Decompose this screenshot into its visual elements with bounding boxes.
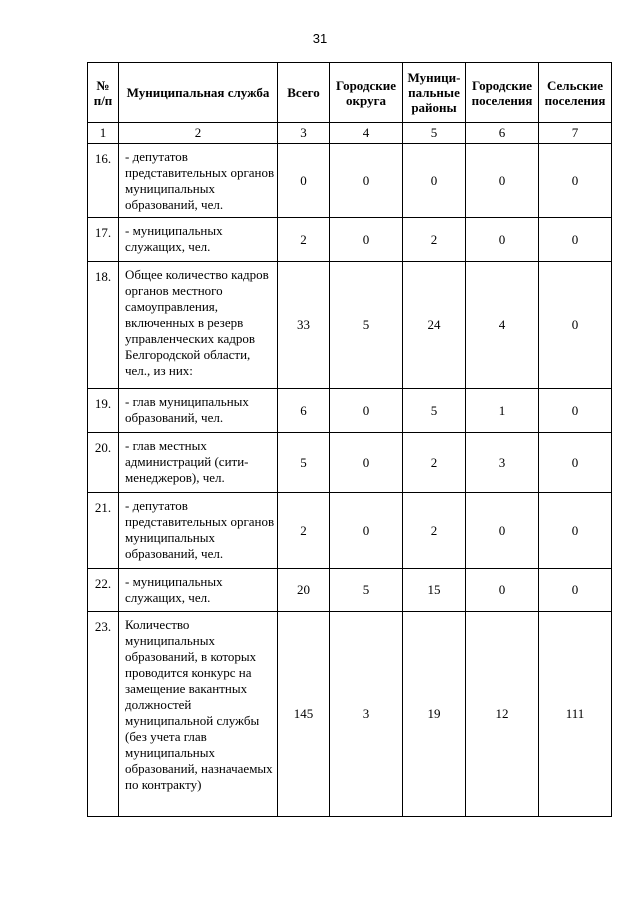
row-number: 21.	[88, 493, 119, 569]
cell-total: 0	[278, 144, 330, 218]
cell-urban-settlements: 0	[466, 493, 539, 569]
municipal-service-table	[87, 62, 612, 817]
table-row	[88, 612, 612, 817]
column-number: 4	[330, 123, 403, 144]
cell-municipal-districts: 19	[403, 612, 466, 817]
cell-urban-districts: 3	[330, 612, 403, 817]
cell-urban-districts: 0	[330, 493, 403, 569]
column-number: 2	[119, 123, 278, 144]
cell-total: 5	[278, 433, 330, 493]
column-number: 5	[403, 123, 466, 144]
table-row	[88, 144, 612, 218]
table-row	[88, 569, 612, 612]
cell-urban-districts: 5	[330, 262, 403, 389]
cell-total: 145	[278, 612, 330, 817]
header-municipal-districts: Муници-пальные районы	[403, 63, 466, 123]
header-rural-settlements: Сельские поселения	[539, 63, 612, 123]
cell-rural-settlements: 0	[539, 389, 612, 433]
cell-municipal-districts: 0	[403, 144, 466, 218]
cell-total: 2	[278, 218, 330, 262]
cell-urban-districts: 0	[330, 218, 403, 262]
column-number: 7	[539, 123, 612, 144]
cell-total: 33	[278, 262, 330, 389]
cell-rural-settlements: 0	[539, 569, 612, 612]
table-row	[88, 433, 612, 493]
cell-municipal-districts: 2	[403, 218, 466, 262]
header-urban-districts: Городские округа	[330, 63, 403, 123]
cell-total: 6	[278, 389, 330, 433]
cell-urban-settlements: 3	[466, 433, 539, 493]
table-row	[88, 262, 612, 389]
cell-urban-districts: 5	[330, 569, 403, 612]
row-label: - глав муниципальных образований, чел.	[119, 389, 278, 433]
cell-urban-districts: 0	[330, 144, 403, 218]
cell-urban-districts: 0	[330, 389, 403, 433]
cell-municipal-districts: 24	[403, 262, 466, 389]
table-row	[88, 389, 612, 433]
header-num: № п/п	[88, 63, 119, 123]
cell-urban-settlements: 0	[466, 144, 539, 218]
cell-rural-settlements: 0	[539, 262, 612, 389]
column-number: 3	[278, 123, 330, 144]
cell-municipal-districts: 2	[403, 493, 466, 569]
row-number: 16.	[88, 144, 119, 218]
row-label: - муниципальных служащих, чел.	[119, 218, 278, 262]
cell-municipal-districts: 5	[403, 389, 466, 433]
cell-rural-settlements: 0	[539, 144, 612, 218]
row-label: - глав местных администраций (сити-менеджеров), чел.	[119, 433, 278, 493]
cell-urban-settlements: 1	[466, 389, 539, 433]
column-number: 6	[466, 123, 539, 144]
cell-rural-settlements: 0	[539, 218, 612, 262]
cell-total: 20	[278, 569, 330, 612]
table-header-row	[88, 63, 612, 123]
row-label: Общее количество кадров органов местного самоуправления, включенных в резерв управленческих кадров Белгородской области, чел., из них:	[119, 262, 278, 389]
page-number: 31	[312, 31, 328, 46]
table-row	[88, 218, 612, 262]
row-label: - депутатов представительных органов муниципальных образований, чел.	[119, 493, 278, 569]
header-urban-settlements: Городские поселения	[466, 63, 539, 123]
row-number: 18.	[88, 262, 119, 389]
cell-rural-settlements: 0	[539, 433, 612, 493]
row-label: Количество муниципальных образований, в которых проводится конкурс на замещение вакантных должностей муниципальной службы (без учета глав муниципальных образований, назначаемых по контракту)	[119, 612, 278, 817]
cell-municipal-districts: 2	[403, 433, 466, 493]
row-number: 20.	[88, 433, 119, 493]
row-label: - муниципальных служащих, чел.	[119, 569, 278, 612]
cell-urban-settlements: 0	[466, 218, 539, 262]
cell-rural-settlements: 0	[539, 493, 612, 569]
cell-municipal-districts: 15	[403, 569, 466, 612]
row-number: 22.	[88, 569, 119, 612]
column-number-row	[88, 123, 612, 144]
header-total: Всего	[278, 63, 330, 123]
cell-urban-settlements: 4	[466, 262, 539, 389]
row-number: 17.	[88, 218, 119, 262]
table-row	[88, 493, 612, 569]
row-number: 19.	[88, 389, 119, 433]
cell-rural-settlements: 111	[539, 612, 612, 817]
row-number: 23.	[88, 612, 119, 817]
cell-urban-settlements: 12	[466, 612, 539, 817]
cell-total: 2	[278, 493, 330, 569]
cell-urban-districts: 0	[330, 433, 403, 493]
cell-urban-settlements: 0	[466, 569, 539, 612]
column-number: 1	[88, 123, 119, 144]
header-service: Муниципальная служба	[119, 63, 278, 123]
row-label: - депутатов представительных органов муниципальных образований, чел.	[119, 144, 278, 218]
